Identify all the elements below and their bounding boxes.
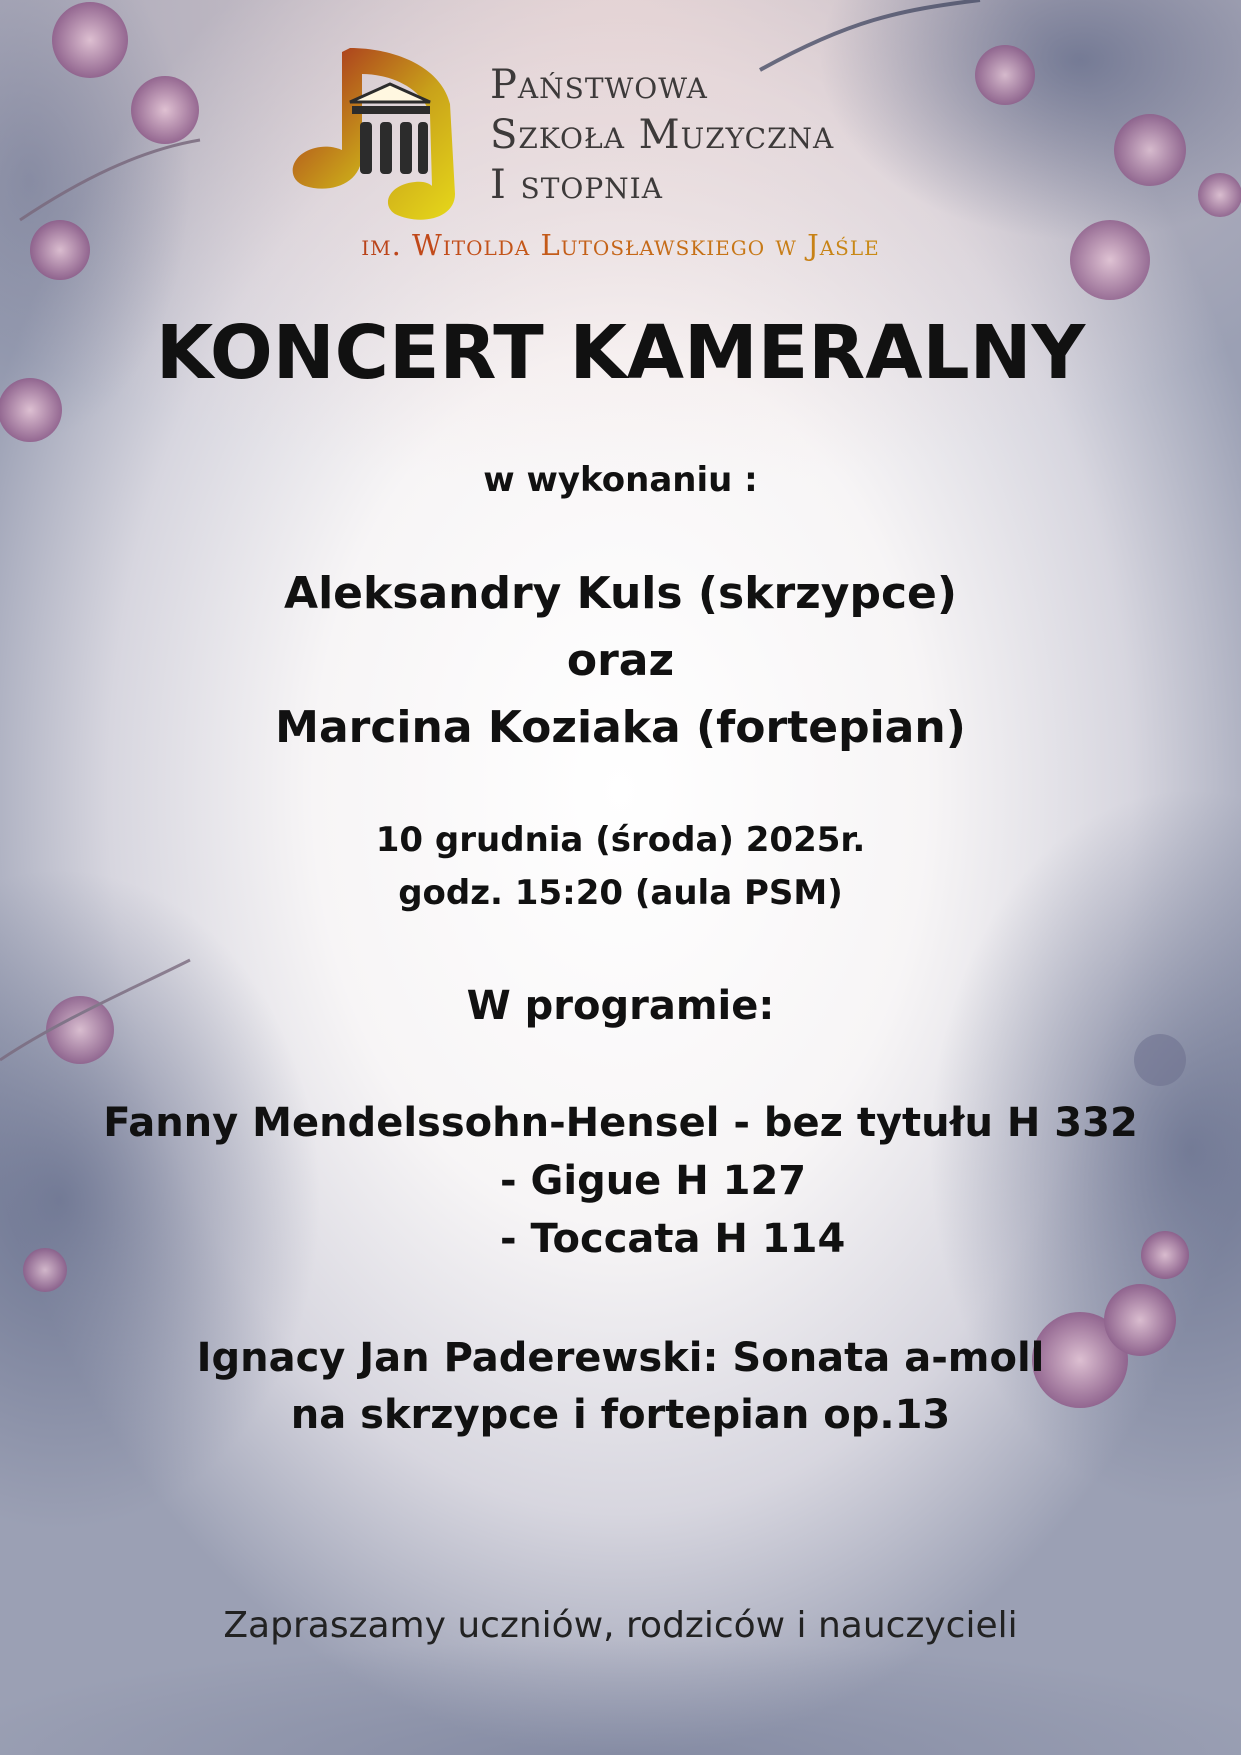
school-patron [0,228,1241,262]
program-heading: W programie: [466,983,775,1029]
performers-connector: oraz [566,635,675,686]
program-piece-2-subtitle: na skrzypce i fortepian op.13 [290,1392,951,1438]
school-name [490,60,834,210]
school-name-line-2: Szkoła Muzyczna [490,112,835,158]
poster-title: KONCERT KAMERALNY [155,310,1086,396]
performer-piano: Marcina Koziaka (fortepian) [275,702,966,753]
school-patron-text: im. Witolda Lutosławskiego w Jaśle [361,228,880,262]
school-logo-icon [290,44,470,224]
school-name-line-3: I stopnia [490,162,663,208]
program-piece-1-movement-3: - Toccata H 114 [500,1216,846,1262]
program-piece-1-movement-2: - Gigue H 127 [500,1158,807,1204]
performer-violin: Aleksandry Kuls (skrzypce) [284,568,957,619]
invitation-footer: Zapraszamy uczniów, rodziców i nauczycieli [223,1605,1018,1646]
program-piece-1: Fanny Mendelssohn-Hensel - bez tytułu H 332 [103,1100,1138,1146]
school-name-line-1: Państwowa [490,62,708,108]
event-date: 10 grudnia (środa) 2025r. [375,820,866,860]
performed-by-label: w wykonaniu : [483,460,758,500]
event-time-place: godz. 15:20 (aula PSM) [398,873,843,913]
program-piece-2: Ignacy Jan Paderewski: Sonata a-moll [196,1335,1045,1381]
